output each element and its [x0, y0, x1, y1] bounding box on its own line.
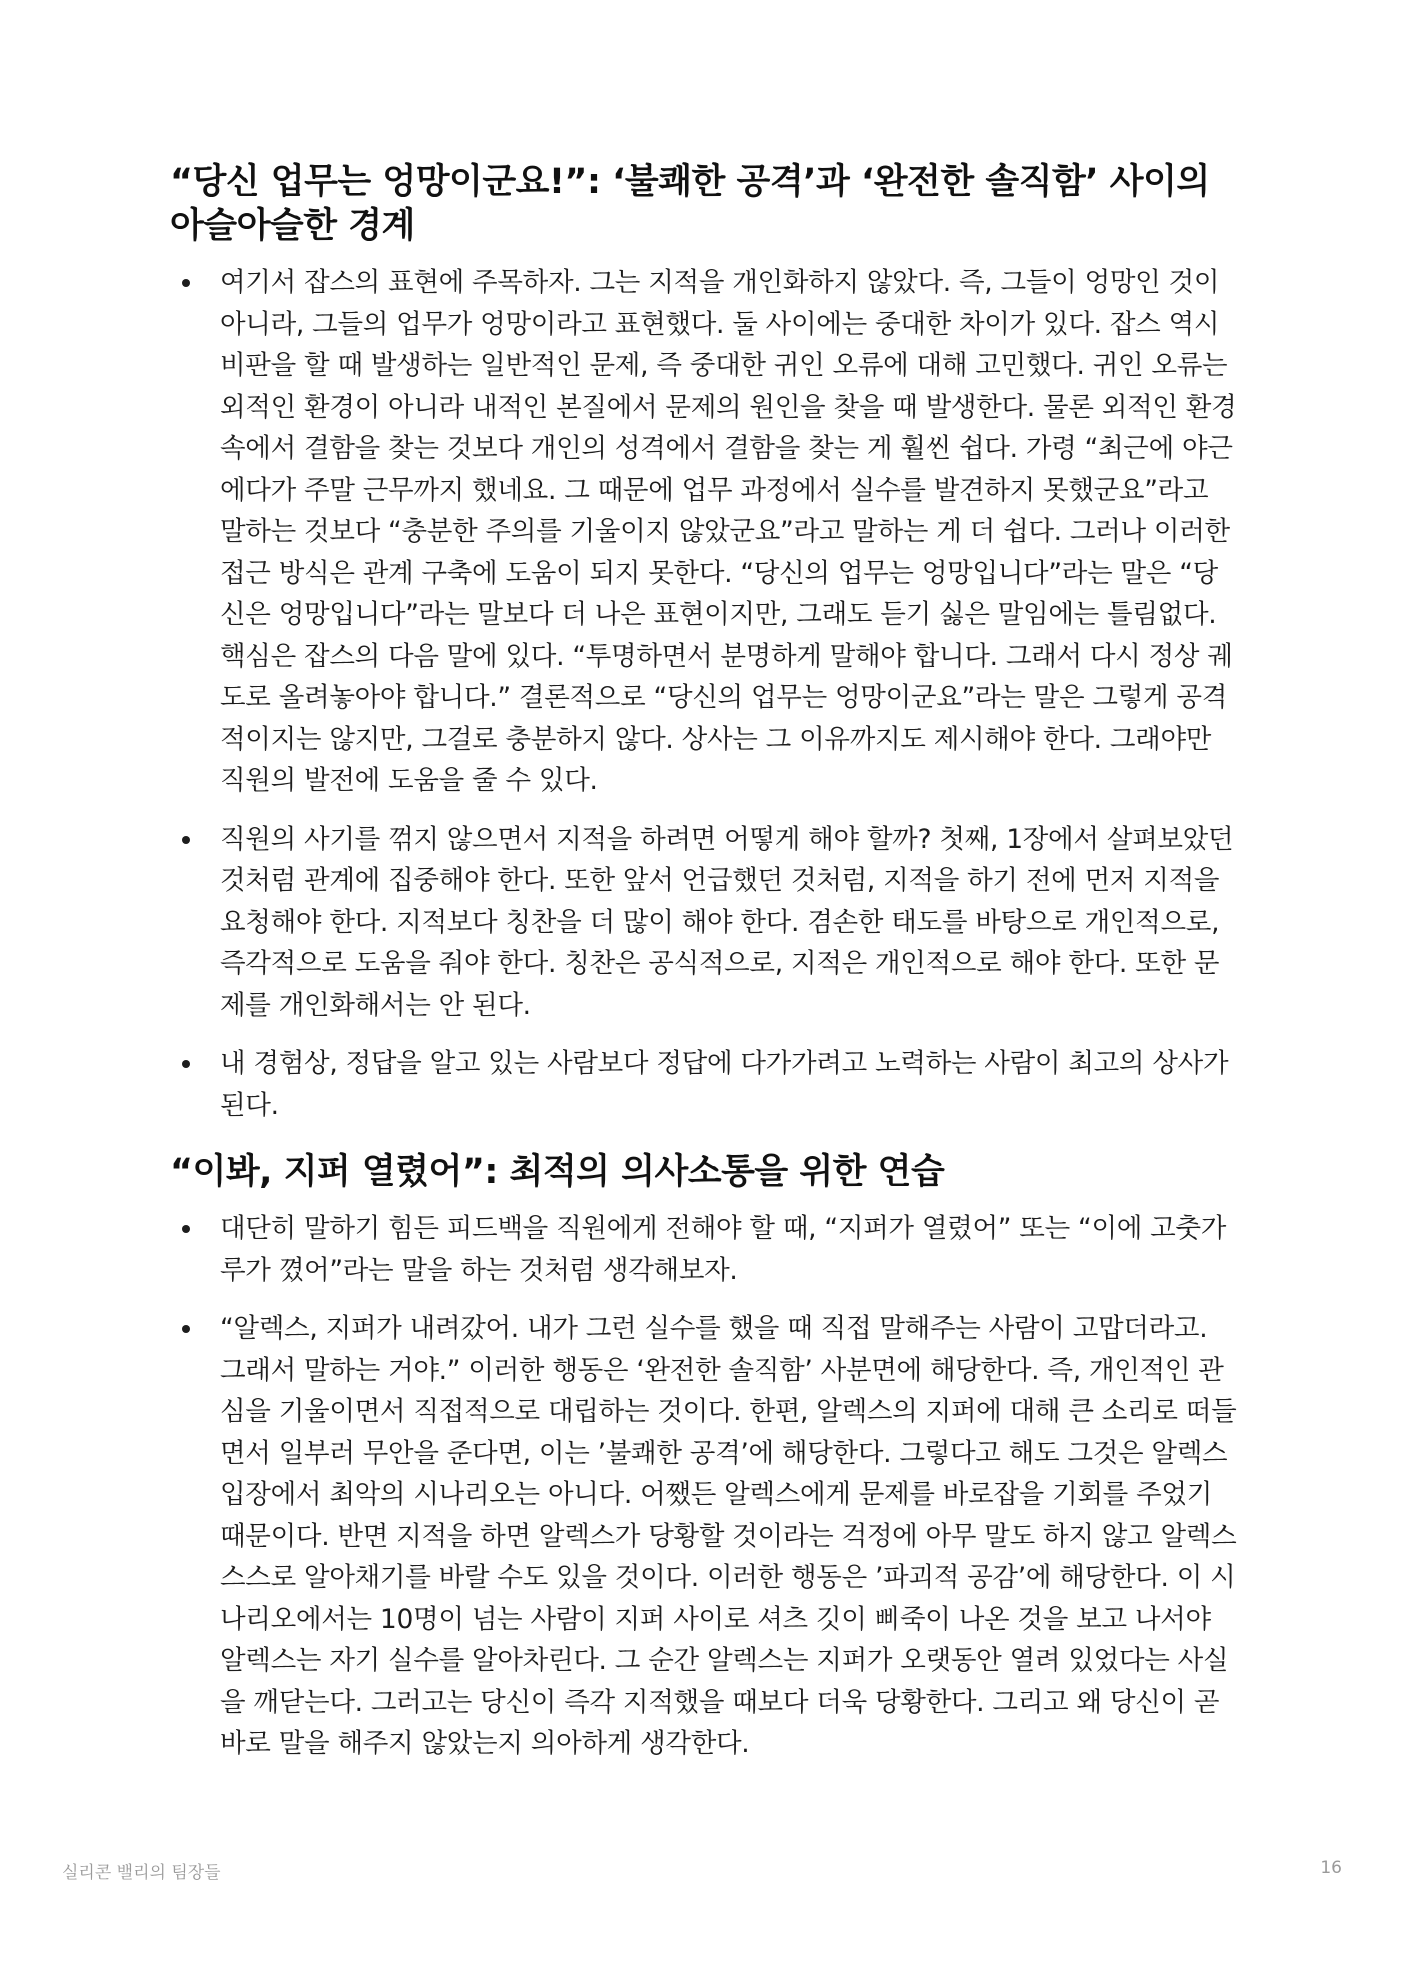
list-item-text: 대단히 말하기 힘든 피드백을 직원에게 전해야 할 때, “지퍼가 열렸어” 또는 “이에 고춧가루가 꼈어”라는 말을 하는 것처럼 생각해보자.: [220, 1213, 1227, 1286]
bullet-dot-icon: [182, 1060, 190, 1068]
list-item: [170, 1043, 1240, 1126]
list-item: [170, 262, 1240, 802]
bullet-list-2: [170, 1208, 1240, 1765]
bullet-list-1: [170, 262, 1240, 1126]
list-item-text: 여기서 잡스의 표현에 주목하자. 그는 지적을 개인화하지 않았다. 즉, 그들이 엉망인 것이 아니라, 그들의 업무가 엉망이라고 표현했다. 둘 사이에는 중대한 차이가 있다. 잡스 역시 비판을 할 때 발생하는 일반적인 문제, 즉 중대한 귀인 오류에 대해 고민했다. 귀인 오류는 외적인 환경이 아니라 내적인 본질에서 문제의 원인을 찾을 때 발생한다. 물론 외적인 환경 속에서 결함을 찾는 것보다 개인의 성격에서 결함을 찾는 게 훨씬 쉽다. 가령 “최근에 야근에다가 주말 근무까지 했네요. 그 때문에 업무 과정에서 실수를 발견하지 못했군요”라고 말하는 것보다 “충분한 주의를 기울이지 않았군요”라고 말하는 게 더 쉽다. 그러나 이러한 접근 방식은 관계 구축에 도움이 되지 못한다. “당신의 업무는 엉망입니다”라는 말은 “당신은 엉망입니다”라는 말보다 더 나은 표현이지만, 그래도 듣기 싫은 말임에는 틀림없다. 핵심은 잡스의 다음 말에 있다. “투명하면서 분명하게 말해야 합니다. 그래서 다시 정상 궤도로 올려놓아야 합니다.” 결론적으로 “당신의 업무는 엉망이군요”라는 말은 그렇게 공격적이지는 않지만, 그걸로 충분하지 않다. 상사는 그 이유까지도 제시해야 한다. 그래야만 직원의 발전에 도움을 줄 수 있다.: [220, 267, 1237, 796]
bullet-dot-icon: [182, 1225, 190, 1233]
bullet-dot-icon: [182, 1325, 190, 1333]
footer-page-number: 16: [1320, 1858, 1342, 1878]
section-heading-2: “이봐, 지퍼 열렸어”: 최적의 의사소통을 위한 연습: [170, 1152, 945, 1192]
section-heading-1: “당신 업무는 엉망이군요!”: ‘불쾌한 공격’과 ‘완전한 솔직함’ 사이의 아슬아슬한 경계: [170, 162, 1210, 246]
list-item-text: 내 경험상, 정답을 알고 있는 사람보다 정답에 다가가려고 노력하는 사람이 최고의 상사가 된다.: [220, 1048, 1229, 1121]
list-item: [170, 1208, 1240, 1291]
bullet-dot-icon: [182, 279, 190, 287]
footer-book-title: 실리콘 밸리의 팀장들: [62, 1863, 221, 1883]
list-item: [170, 819, 1240, 1027]
page-content: [170, 160, 1240, 1782]
list-item-text: 직원의 사기를 꺾지 않으면서 지적을 하려면 어떻게 해야 할까? 첫째, 1장에서 살펴보았던 것처럼 관계에 집중해야 한다. 또한 앞서 언급했던 것처럼, 지적을 하기 전에 먼저 지적을 요청해야 한다. 지적보다 칭찬을 더 많이 해야 한다. 겸손한 태도를 바탕으로 개인적으로, 즉각적으로 도움을 줘야 한다. 칭찬은 공식적으로, 지적은 개인적으로 해야 한다. 또한 문제를 개인화해서는 안 된다.: [220, 823, 1234, 1021]
list-item-text: “알렉스, 지퍼가 내려갔어. 내가 그런 실수를 했을 때 직접 말해주는 사람이 고맙더라고. 그래서 말하는 거야.” 이러한 행동은 ‘완전한 솔직함’ 사분면에 해당한다. 즉, 개인적인 관심을 기울이면서 직접적으로 대립하는 것이다. 한편, 알렉스의 지퍼에 대해 큰 소리로 떠들면서 일부러 무안을 준다면, 이는 ’불쾌한 공격’에 해당한다. 그렇다고 해도 그것은 알렉스 입장에서 최악의 시나리오는 아니다. 어쨌든 알렉스에게 문제를 바로잡을 기회를 주었기 때문이다. 반면 지적을 하면 알렉스가 당황할 것이라는 걱정에 아무 말도 하지 않고 알렉스 스스로 알아채기를 바랄 수도 있을 것이다. 이러한 행동은 ’파괴적 공감’에 해당한다. 이 시나리오에서는 10명이 넘는 사람이 지퍼 사이로 셔츠 깃이 삐죽이 나온 것을 보고 나서야 알렉스는 자기 실수를 알아차린다. 그 순간 알렉스는 지퍼가 오랫동안 열려 있었다는 사실을 깨닫는다. 그러고는 당신이 즉각 지적했을 때보다 더욱 당황한다. 그리고 왜 당신이 곧바로 말을 해주지 않았는지 의아하게 생각한다.: [220, 1313, 1237, 1759]
bullet-dot-icon: [182, 836, 190, 844]
list-item: [170, 1308, 1240, 1765]
